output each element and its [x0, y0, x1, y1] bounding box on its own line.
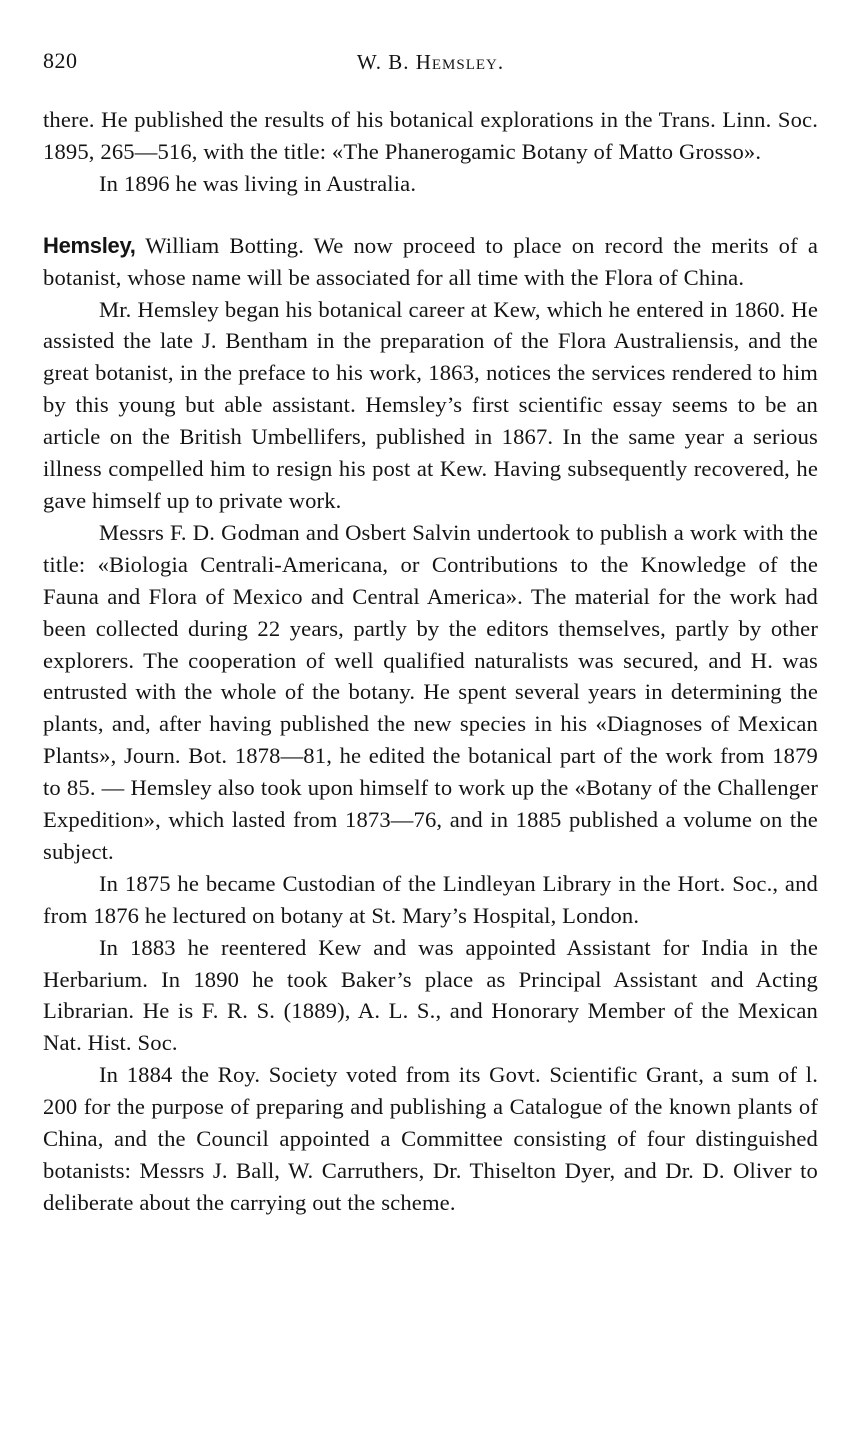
- paragraph-continuation: there. He published the results of his botanical explorations in the Trans. Linn. Soc. 1895, 265—516, with the title: «The Phanerogamic Botany of Matto Grosso».: [43, 107, 818, 164]
- entry-intro: William Botting. We now proceed to place on record the merits of a botanist, whose name will be associated for all time with the Flora of China.: [43, 232, 818, 290]
- paragraph-australia: In 1896 he was living in Australia.: [99, 170, 417, 196]
- running-head-text: W. B. Hemsley.: [356, 50, 505, 74]
- book-page: [43, 42, 818, 1219]
- paragraph-biologia: Messrs F. D. Godman and Osbert Salvin undertook to publish a work with the title: «Biologia Centrali-Americana, or Contributions to the Knowledge of the Fauna and Flora of Mexico and Central America». The material for the work had been collected during 22 years, partly by the editors themselves, partly by other explorers. The cooperation of well qualified naturalists was secured, and H. was entrusted with the whole of the botany. He spent several years in determining the plants, and, after having published the new species in his «Diagnoses of Mexican Plants», Journ. Bot. 1878—81, he edited the botanical part of the work from 1879 to 85. — Hemsley also took upon himself to work up the «Botany of the Challenger Expedition», which lasted from 1873—76, and in 1885 published a volume on the subject.: [43, 519, 818, 864]
- running-head: [43, 50, 818, 75]
- paragraph-custodian: In 1875 he became Custodian of the Lindleyan Library in the Hort. Soc., and from 1876 he lectured on botany at St. Mary’s Hospital, London.: [43, 870, 818, 928]
- body-text: [43, 104, 818, 1219]
- entry-name: Hemsley,: [43, 232, 136, 258]
- paragraph-china-catalogue: In 1884 the Roy. Society voted from its Govt. Scientific Grant, a sum of l. 200 for the purpose of preparing and publishing a Catalogue of the known plants of China, and the Council appointed a Committee consisting of four distinguished botanists: Messrs J. Ball, W. Carruthers, Dr. Thiselton Dyer, and Dr. D. Oliver to deliberate about the carrying out the scheme.: [43, 1062, 818, 1215]
- paragraph-kew-return: In 1883 he reentered Kew and was appointed Assistant for India in the Herbarium. In 1890 he took Baker’s place as Principal Assistant and Acting Librarian. He is F. R. S. (1889), A. L. S., and Honorary Member of the Mexican Nat. Hist. Soc.: [43, 934, 818, 1056]
- paragraph-career: Mr. Hemsley began his botanical career at Kew, which he entered in 1860. He assisted the late J. Bentham in the preparation of the Flora Australiensis, and the great botanist, in the preface to his work, 1863, notices the services rendered to him by this young but able assistant. Hemsley’s first scientific essay seems to be an article on the British Umbellifers, published in 1867. In the same year a serious illness compelled him to resign his post at Kew. Having subsequently recovered, he gave himself up to private work.: [43, 296, 818, 513]
- page-header: [43, 42, 818, 82]
- entry-heading-paragraph: [43, 230, 818, 294]
- page-number: 820: [43, 48, 78, 73]
